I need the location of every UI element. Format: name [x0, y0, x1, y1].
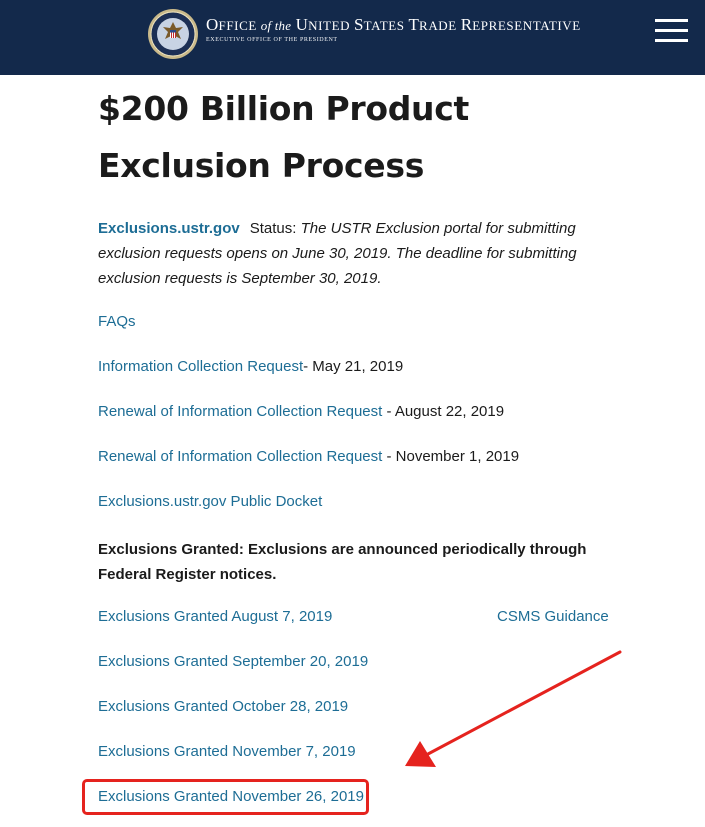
highlight-box: [82, 779, 369, 815]
site-subtitle: EXECUTIVE OFFICE OF THE PRESIDENT: [206, 37, 338, 43]
list-item: [98, 312, 136, 332]
list-item: [98, 447, 519, 467]
list-item: [98, 697, 348, 717]
site-brand[interactable]: [206, 16, 581, 44]
portal-link[interactable]: Exclusions.ustr.gov: [98, 220, 240, 237]
site-header: [0, 0, 705, 75]
hamburger-menu-icon[interactable]: [652, 18, 690, 46]
list-item: [98, 742, 356, 762]
faqs-link[interactable]: FAQs: [98, 313, 136, 330]
exclusions-granted-note: Exclusions Granted: Exclusions are announced periodically through Federal Register notices.: [98, 541, 587, 583]
exclusions-granted-link-nov-26[interactable]: Exclusions Granted November 26, 2019: [98, 788, 364, 805]
csms-guidance-link[interactable]: CSMS Guidance: [497, 608, 609, 625]
exclusions-granted-link-nov-7[interactable]: Exclusions Granted November 7, 2019: [98, 743, 356, 760]
site-title: OFFICE of the UNITED STATES TRADE REPRESENTATIVE: [206, 15, 581, 34]
renewal-request-link-august[interactable]: Renewal of Information Collection Request: [98, 403, 383, 420]
page-title: $200 Billion Product Exclusion Process: [98, 89, 469, 185]
status-paragraph: [98, 216, 588, 291]
list-item: [98, 607, 332, 627]
list-item: [497, 607, 609, 627]
main-content: [98, 80, 618, 194]
status-label: Status:: [249, 220, 297, 237]
exclusions-granted-link-aug-7[interactable]: Exclusions Granted August 7, 2019: [98, 608, 333, 625]
exclusions-granted-link-sep-20[interactable]: Exclusions Granted September 20, 2019: [98, 653, 369, 670]
info-collection-request-link[interactable]: Information Collection Request: [98, 358, 304, 375]
list-item-date: - November 1, 2019: [382, 448, 520, 465]
exclusions-granted-link-oct-28[interactable]: Exclusions Granted October 28, 2019: [98, 698, 349, 715]
list-item-date: - May 21, 2019: [303, 358, 404, 375]
renewal-request-link-november[interactable]: Renewal of Information Collection Request: [98, 448, 383, 465]
list-item: [98, 357, 403, 377]
list-item: [98, 652, 368, 672]
public-docket-link[interactable]: Exclusions.ustr.gov Public Docket: [98, 493, 323, 510]
list-item: [98, 492, 322, 512]
list-item: [98, 402, 504, 422]
presidential-seal-icon[interactable]: [147, 8, 199, 60]
list-item-date: - August 22, 2019: [382, 403, 505, 420]
status-text: The USTR Exclusion portal for submitting exclusion requests opens on June 30, 2019. The deadline for submitting exclusion requests is September 30, 2019.: [98, 220, 577, 287]
